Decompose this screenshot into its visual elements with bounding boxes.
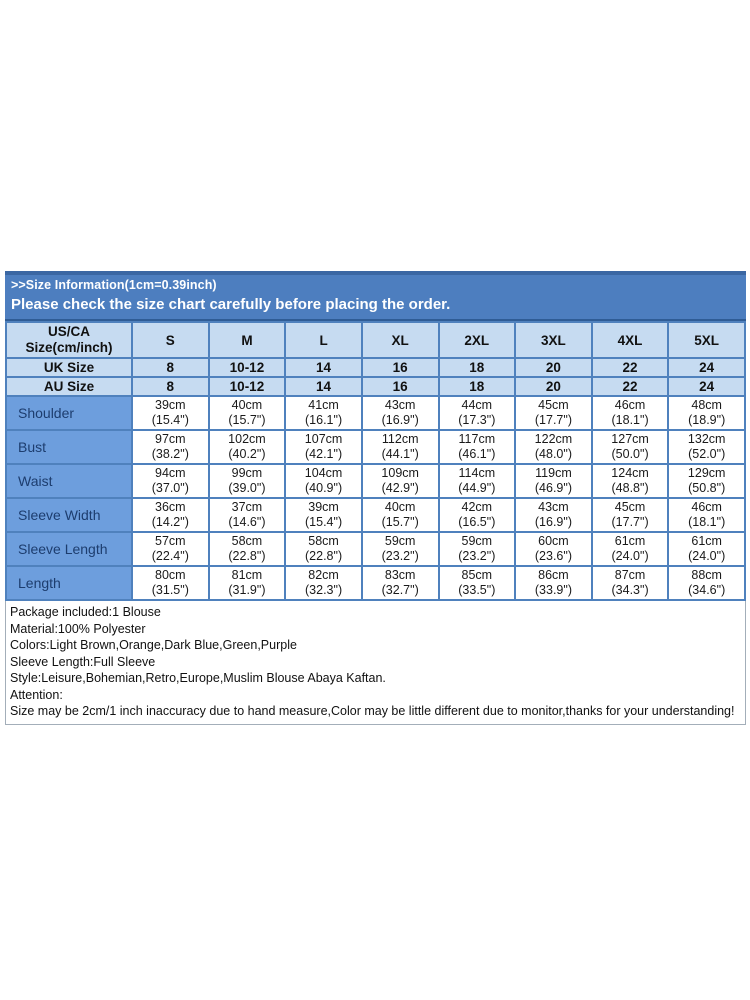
measurement-cell: 58cm (22.8") [209, 532, 286, 566]
measurement-cell: 36cm (14.2") [132, 498, 209, 532]
measurement-cell: 80cm (31.5") [132, 566, 209, 600]
uk-size-value: 20 [515, 358, 592, 377]
measurement-row-bust [6, 430, 745, 464]
measurement-cell: 45cm (17.7") [515, 396, 592, 430]
detail-line-colors: Colors:Light Brown,Orange,Dark Blue,Green,Purple [10, 638, 297, 652]
measurement-cell: 39cm (15.4") [132, 396, 209, 430]
au-size-value: 20 [515, 377, 592, 396]
au-size-value: 8 [132, 377, 209, 396]
size-header-row [6, 322, 745, 358]
au-size-label: AU Size [6, 377, 132, 396]
measurement-cell: 132cm (52.0") [668, 430, 745, 464]
uk-size-value: 22 [592, 358, 669, 377]
measurement-cell: 114cm (44.9") [439, 464, 516, 498]
detail-line-sleeve: Sleeve Length:Full Sleeve [10, 654, 156, 669]
measurement-row-sleeve-width [6, 498, 745, 532]
measurement-cell: 102cm (40.2") [209, 430, 286, 464]
measurement-cell: 43cm (16.9") [362, 396, 439, 430]
measurement-row-shoulder [6, 396, 745, 430]
measurement-cell: 88cm (34.6") [668, 566, 745, 600]
uk-size-value: 10-12 [209, 358, 286, 377]
measurement-cell: 41cm (16.1") [285, 396, 362, 430]
au-size-value: 22 [592, 377, 669, 396]
detail-line-attention: Attention: [10, 687, 63, 702]
measurement-cell: 97cm (38.2") [132, 430, 209, 464]
measurement-cell: 46cm (18.1") [592, 396, 669, 430]
size-column-header: 5XL [668, 322, 745, 358]
measurement-cell: 85cm (33.5") [439, 566, 516, 600]
au-size-value: 18 [439, 377, 516, 396]
uk-size-label: UK Size [6, 358, 132, 377]
measurement-cell: 127cm (50.0") [592, 430, 669, 464]
measurement-cell: 124cm (48.8") [592, 464, 669, 498]
measurement-cell: 99cm (39.0") [209, 464, 286, 498]
au-size-value: 16 [362, 377, 439, 396]
measurement-cell: 107cm (42.1") [285, 430, 362, 464]
measurement-cell: 43cm (16.9") [515, 498, 592, 532]
measurement-cell: 119cm (46.9") [515, 464, 592, 498]
measurement-cell: 45cm (17.7") [592, 498, 669, 532]
measurement-cell: 83cm (32.7") [362, 566, 439, 600]
size-information-panel [5, 271, 746, 725]
measurement-cell: 112cm (44.1") [362, 430, 439, 464]
measurement-cell: 87cm (34.3") [592, 566, 669, 600]
measurement-cell: 48cm (18.9") [668, 396, 745, 430]
product-details [5, 601, 746, 725]
detail-line-package: Package included:1 Blouse [10, 605, 161, 619]
measurement-label: Length [6, 566, 132, 600]
measurement-cell: 40cm (15.7") [209, 396, 286, 430]
measurement-cell: 86cm (33.9") [515, 566, 592, 600]
measurement-label: Sleeve Width [6, 498, 132, 532]
banner-subtitle: Please check the size chart carefully before placing the order. [11, 296, 451, 313]
measurement-cell: 81cm (31.9") [209, 566, 286, 600]
size-column-header: XL [362, 322, 439, 358]
size-column-header: M [209, 322, 286, 358]
corner-line1: US/CA [47, 324, 90, 339]
banner [5, 271, 746, 321]
measurement-cell: 37cm (14.6") [209, 498, 286, 532]
banner-title: >>Size Information(1cm=0.39inch) [11, 278, 217, 292]
measurement-label: Sleeve Length [6, 532, 132, 566]
measurement-row-length [6, 566, 745, 600]
size-column-header: 3XL [515, 322, 592, 358]
corner-line2: Size(cm/inch) [25, 340, 113, 355]
size-column-header: 2XL [439, 322, 516, 358]
uk-size-value: 18 [439, 358, 516, 377]
measurement-label: Shoulder [6, 396, 132, 430]
measurement-cell: 109cm (42.9") [362, 464, 439, 498]
uk-size-value: 16 [362, 358, 439, 377]
measurement-cell: 104cm (40.9") [285, 464, 362, 498]
corner-cell [6, 322, 132, 358]
measurement-cell: 42cm (16.5") [439, 498, 516, 532]
au-size-row [6, 377, 745, 396]
measurement-cell: 59cm (23.2") [362, 532, 439, 566]
measurement-row-waist [6, 464, 745, 498]
measurement-cell: 59cm (23.2") [439, 532, 516, 566]
detail-line-material: Material:100% Polyester [10, 621, 146, 636]
measurement-cell: 40cm (15.7") [362, 498, 439, 532]
measurement-cell: 39cm (15.4") [285, 498, 362, 532]
measurement-label: Waist [6, 464, 132, 498]
measurement-cell: 129cm (50.8") [668, 464, 745, 498]
measurement-cell: 57cm (22.4") [132, 532, 209, 566]
uk-size-value: 8 [132, 358, 209, 377]
uk-size-row [6, 358, 745, 377]
measurement-row-sleeve-length [6, 532, 745, 566]
au-size-value: 24 [668, 377, 745, 396]
au-size-value: 10-12 [209, 377, 286, 396]
measurement-cell: 117cm (46.1") [439, 430, 516, 464]
detail-line-disclaimer: Size may be 2cm/1 inch inaccuracy due to hand measure,Color may be little different due to monitor,thanks for your understanding! [10, 704, 735, 718]
measurement-cell: 94cm (37.0") [132, 464, 209, 498]
measurement-cell: 60cm (23.6") [515, 532, 592, 566]
measurement-cell: 44cm (17.3") [439, 396, 516, 430]
measurement-cell: 61cm (24.0") [668, 532, 745, 566]
measurement-cell: 58cm (22.8") [285, 532, 362, 566]
detail-line-style: Style:Leisure,Bohemian,Retro,Europe,Muslim Blouse Abaya Kaftan. [10, 671, 386, 685]
size-column-header: 4XL [592, 322, 669, 358]
size-column-header: L [285, 322, 362, 358]
uk-size-value: 14 [285, 358, 362, 377]
measurement-label: Bust [6, 430, 132, 464]
au-size-value: 14 [285, 377, 362, 396]
measurement-cell: 82cm (32.3") [285, 566, 362, 600]
uk-size-value: 24 [668, 358, 745, 377]
measurement-cell: 122cm (48.0") [515, 430, 592, 464]
measurement-cell: 46cm (18.1") [668, 498, 745, 532]
size-chart-table [5, 321, 746, 601]
size-column-header: S [132, 322, 209, 358]
measurement-cell: 61cm (24.0") [592, 532, 669, 566]
